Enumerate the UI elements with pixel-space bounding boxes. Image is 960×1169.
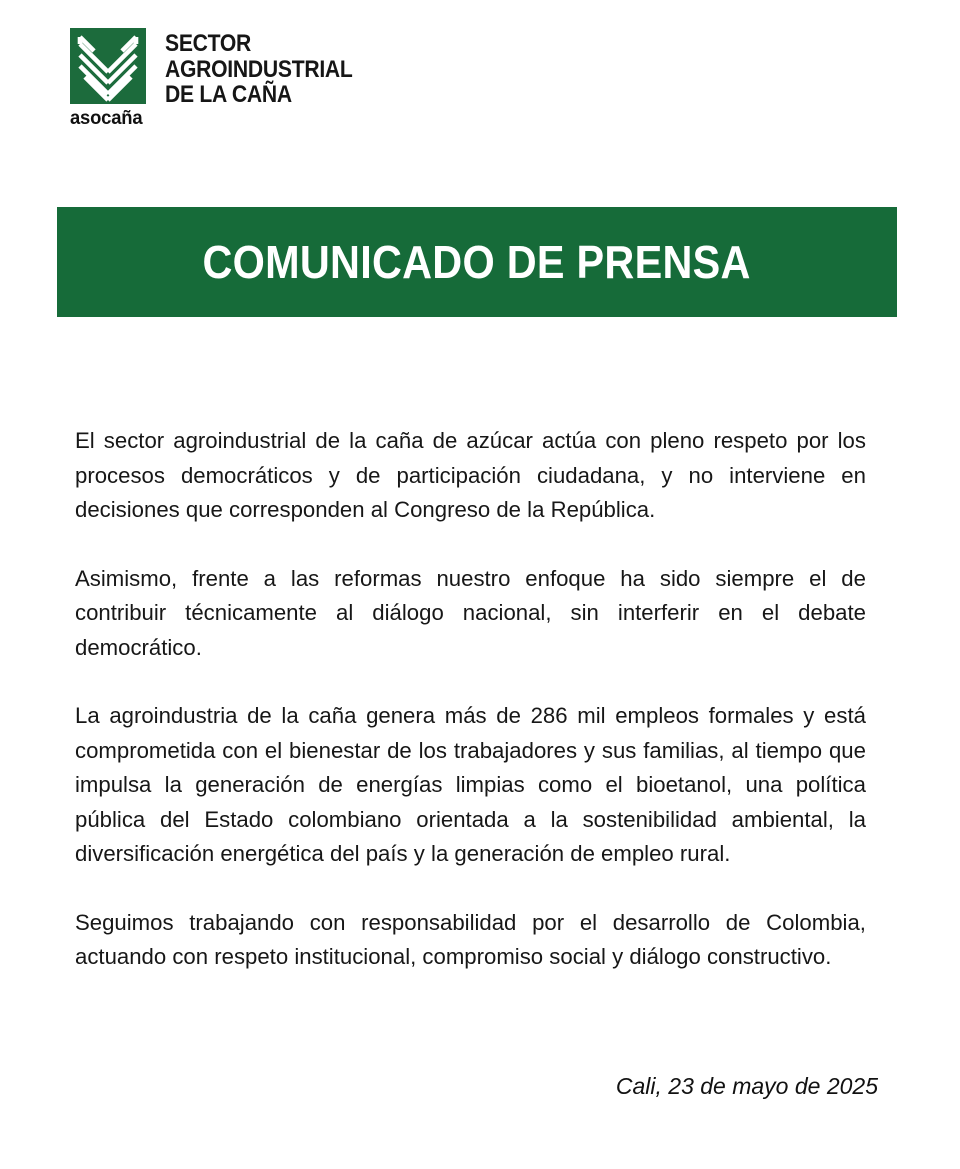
header-title-line-3: DE LA CAÑA bbox=[165, 81, 292, 109]
body-paragraph-3: La agroindustria de la caña genera más de 286 mil empleos formales y está comprometida con el bienestar de los trabajadores y sus familias, al tiempo que impulsa la generación de energías limpias como el bioetanol, una política pública del Estado colombiano orientada a la sostenibilidad ambiental, la diversificación energética del país y la generación de empleo rural. bbox=[75, 703, 866, 866]
header-title-line-2: AGROINDUSTRIAL bbox=[165, 55, 353, 83]
header-title-block bbox=[165, 31, 378, 108]
asocana-chevron-logo-icon bbox=[70, 28, 146, 104]
body-paragraph-2: Asimismo, frente a las reformas nuestro enfoque ha sido siempre el de contribuir técnicamente al diálogo nacional, sin interferir en el debate democrático. bbox=[75, 565, 866, 660]
banner-title: COMUNICADO DE PRENSA bbox=[202, 236, 752, 288]
asocana-logo bbox=[70, 28, 146, 128]
body-paragraph-4: Seguimos trabajando con responsabilidad por el desarrollo de Colombia, actuando con respeto institucional, compromiso social y diálogo constructivo. bbox=[75, 909, 866, 969]
press-release-banner bbox=[57, 207, 897, 317]
body-paragraph-1: El sector agroindustrial de la caña de azúcar actúa con pleno respeto por los procesos democráticos y de participación ciudadana, y no interviene en decisiones que corresponden al Congreso de la República. bbox=[75, 428, 866, 522]
header-title-line-1: SECTOR bbox=[165, 30, 252, 57]
dateline: Cali, 23 de mayo de 2025 bbox=[615, 1073, 878, 1099]
body-copy bbox=[75, 424, 878, 975]
document-header bbox=[70, 28, 378, 128]
asocana-wordmark: asocaña bbox=[70, 108, 143, 129]
